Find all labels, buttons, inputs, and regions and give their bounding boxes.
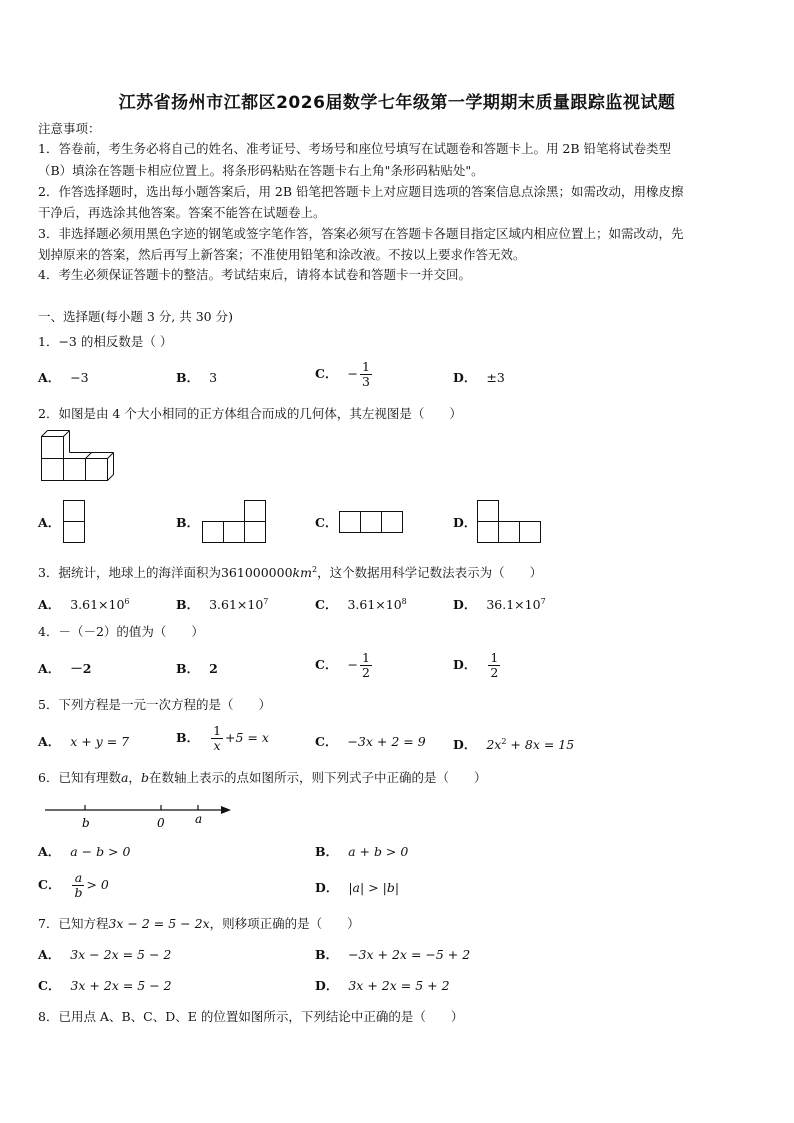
axis-label-a: a (195, 812, 203, 826)
axis-label-b: b (82, 816, 90, 830)
q2-option-d-figure (477, 500, 545, 546)
notice-line-1: 1．答卷前，考生务必将自己的姓名、准考证号、考场号和座位号填写在试题卷和答题卡上。用 2B 铅笔将试卷类型 (38, 141, 672, 156)
q6-number-line (45, 800, 240, 832)
q1-option-d: D． ±3 (453, 370, 505, 385)
q8-stem: 8．已用点 A、B、C、D、E 的位置如图所示，下列结论中正确的是（ ） (38, 1009, 464, 1024)
notice-line-5: 3．非选择题必须用黑色字迹的钢笔或签字笔作答，答案必须写在答题卡各题目指定区域内相应位置上；如需改动，先 (38, 226, 684, 241)
q4-stem: 4．－（－2）的值为（ ） (38, 624, 204, 639)
q3-option-d: D． $36.1\times 10^7$ (453, 597, 546, 612)
q6-stem: 6．已知有理数a，b在数轴上表示的点如图所示，则下列式子中正确的是（ ） (38, 770, 487, 785)
q6-option-d: D． |a| > |b| (315, 880, 400, 895)
notice-line-2: （B）填涂在答题卡相应位置上。将条形码粘贴在答题卡右上角"条形码粘贴处"。 (38, 163, 484, 178)
q1-option-a: A． −3 (38, 370, 89, 385)
q3-option-b: B． $3.61\times 10^7$ (176, 597, 269, 612)
q2-option-a: A． (38, 515, 61, 530)
q4-option-d: D． $\frac{1}{2}$ (453, 650, 499, 680)
q6-option-c: C． $\frac{a}{b}$ > 0 (38, 870, 109, 900)
notice-line-6: 划掉原来的答案，然后再写上新答案；不准使用铅笔和涂改液。不按以上要求作答无效。 (38, 247, 526, 262)
q4-option-a: A． －2 (38, 661, 92, 676)
q3-stem: 3．据统计，地球上的海洋面积为$361000000km^2$，这个数据用科学记数法表示为（ ） (38, 565, 543, 580)
axis-label-zero: 0 (157, 816, 165, 830)
q2-option-a-figure (63, 500, 87, 546)
q5-option-a: A． x + y = 7 (38, 734, 130, 749)
q4-option-c: C． − $\frac{1}{2}$ (315, 650, 370, 680)
q1-option-c: C． − $\frac{1}{3}$ (315, 359, 370, 389)
notice-line-4: 干净后，再选涂其他答案。答案不能答在试题卷上。 (38, 205, 326, 220)
q7-stem: 7．已知方程3x − 2 = 5 − 2x，则移项正确的是（ ） (38, 916, 360, 931)
q7-option-d: D． 3x + 2x = 5 + 2 (315, 978, 450, 993)
q5-option-c: C． −3x + 2 = 9 (315, 734, 426, 749)
q2-option-c: C． (315, 515, 338, 530)
q3-option-c: C． $3.61\times 10^8$ (315, 597, 407, 612)
notice-line-3: 2．作答选择题时，选出每小题答案后，用 2B 铅笔把答题卡上对应题目选项的答案信息点涂黑；如需改动，用橡皮擦 (38, 184, 684, 199)
notice-line-7: 4．考生必须保证答题卡的整洁。考试结束后，请将本试卷和答题卡一并交回。 (38, 267, 471, 282)
section-heading: 一、选择题(每小题 3 分, 共 30 分) (38, 309, 233, 324)
q2-option-d: D． (453, 515, 477, 530)
q4-option-b: B． 2 (176, 661, 218, 676)
q7-option-b: B． −3x + 2x = −5 + 2 (315, 947, 471, 962)
notice-heading: 注意事项： (38, 121, 101, 136)
q7-option-a: A． 3x − 2x = 5 − 2 (38, 947, 172, 962)
q1-option-b: B． 3 (176, 370, 218, 385)
q5-option-d: D． $2x^2 + 8x = 15$ (453, 737, 575, 752)
page-title: 江苏省扬州市江都区2026届数学七年级第一学期期末质量跟踪监视试题 (118, 93, 676, 113)
q2-stem: 2．如图是由 4 个大小相同的正方体组合而成的几何体，其左视图是（ ） (38, 406, 462, 421)
q6-option-a: A． a − b > 0 (38, 844, 131, 859)
q2-option-c-figure (339, 511, 407, 537)
q2-option-b-figure (202, 500, 270, 546)
q1-stem: 1．−3 的相反数是（ ） (38, 334, 173, 349)
q5-option-b: B． $\frac{1}{x}$ +5 = x (176, 723, 269, 753)
q5-stem: 5．下列方程是一元一次方程的是（ ） (38, 697, 271, 712)
q6-option-b: B． a + b > 0 (315, 844, 409, 859)
q2-option-b: B． (176, 515, 200, 530)
q2-solid-figure (41, 436, 111, 486)
q7-option-c: C． 3x + 2x = 5 − 2 (38, 978, 172, 993)
q3-option-a: A． $3.61\times 10^6$ (38, 597, 130, 612)
